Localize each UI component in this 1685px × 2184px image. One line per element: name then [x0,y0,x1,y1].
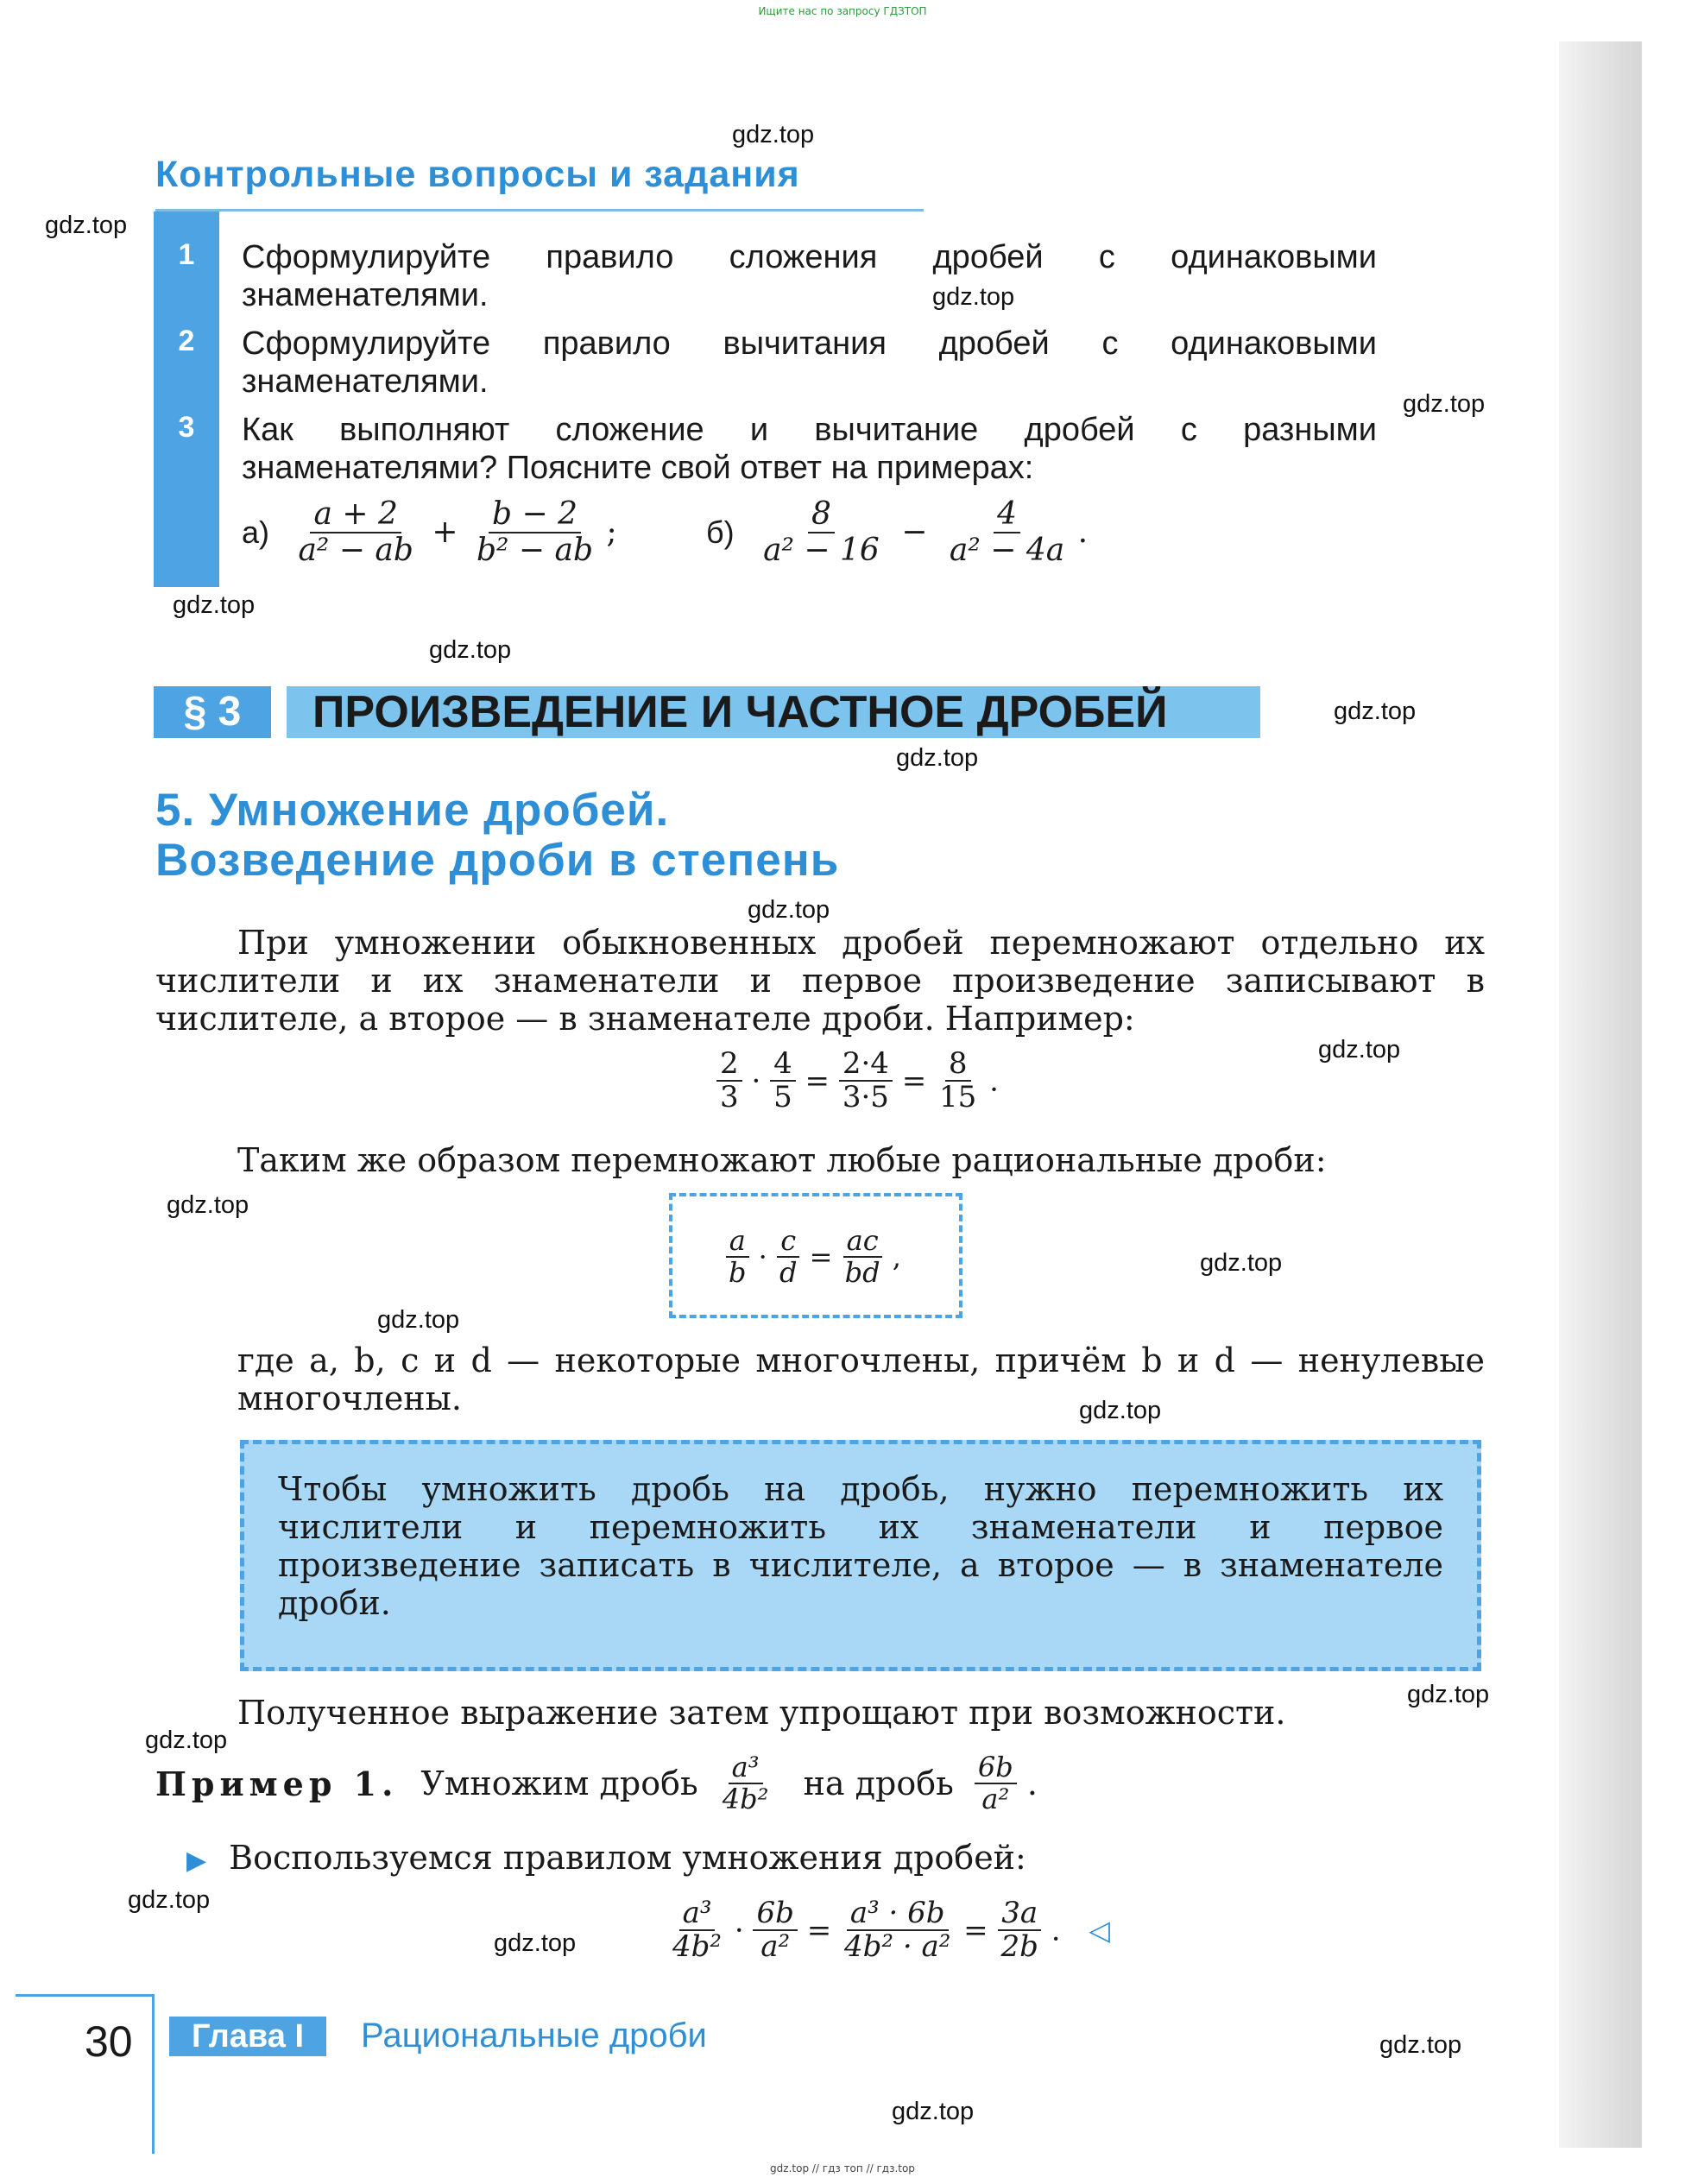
header-note: Ищите нас по запросу ГДЗТОП [758,5,927,17]
fraction-denominator: 3·5 [842,1080,889,1115]
watermark: gdz.top [1200,1249,1283,1277]
section-badge: § 3 [154,686,271,738]
control-questions-title: Контрольные вопросы и задания [155,154,800,195]
watermark: gdz.top [128,1886,211,1914]
watermark: gdz.top [494,1929,577,1957]
solution-text: Воспользуемся правилом умножения дробей: [229,1839,1026,1877]
fraction-numerator: 6b [975,1752,1017,1784]
question-text: Как выполняют сложение и вычитание дробей с разными знаменателями? Поясните свой ответ на примерах: [242,412,1377,486]
fraction-numerator: ac [843,1226,882,1258]
fraction-numerator: 4 [770,1048,796,1082]
example-b [706,497,1088,567]
subsection-title-line1: 5. Умножение дробей. [155,785,670,836]
watermark: gdz.top [145,1726,228,1754]
question-number: 3 [178,411,195,444]
math-operator: + [432,514,458,551]
fraction-numerator: a [726,1226,749,1258]
fraction-denominator: d [779,1256,798,1290]
fraction-denominator: bd [844,1256,880,1290]
watermark: gdz.top [932,283,1015,311]
math-operator: = [809,1240,833,1274]
paragraph: Полученное выражение затем упрощают при возможности. [237,1694,1286,1732]
math-operator: · [734,1913,744,1948]
fraction [841,1897,954,1964]
math-operator: − [901,514,928,551]
example-label: Пример 1. [155,1764,399,1803]
example-statement [155,1752,1038,1815]
question-text: Сформулируйте правило вычитания дробей с одинаковыми знаменателями. [242,325,1377,400]
fraction [753,1897,797,1964]
watermark: gdz.top [45,211,128,239]
fraction-numerator: 8 [945,1048,971,1082]
question-number: 1 [178,238,195,271]
page-binding-shadow [1559,41,1642,2148]
fraction-numerator: 2·4 [839,1048,893,1082]
fraction [669,1897,725,1964]
math-operator: = [963,1913,988,1948]
example-b-label: б) [706,514,735,550]
fraction-numerator: 4 [994,497,1020,533]
watermark: gdz.top [1318,1036,1401,1064]
section-title: ПРОИЗВЕДЕНИЕ И ЧАСТНОЕ ДРОБЕЙ [312,687,1168,737]
watermark: gdz.top [732,121,815,148]
fraction [473,497,596,567]
fraction [842,1226,884,1288]
fraction-denominator: b² − ab [476,532,594,568]
fraction [294,497,416,567]
fraction-denominator: 2b [1000,1929,1038,1965]
solution-formula [669,1897,1110,1964]
fraction-denominator: 3 [720,1080,739,1115]
punctuation: ; [606,514,617,551]
watermark: gdz.top [1079,1397,1162,1424]
watermark: gdz.top [173,591,256,619]
watermark: gdz.top [1407,1681,1490,1708]
multiplication-formula [725,1226,901,1288]
example-a-label: а) [242,514,270,550]
fraction [946,497,1068,567]
fraction [760,497,883,567]
fraction-numerator: c [777,1226,799,1258]
fraction-denominator: 4b² · a² [844,1929,951,1965]
solution-line [186,1839,1026,1877]
rule-text: Чтобы умножить дробь на дробь, нужно перемножить их числители и перемножить их знаменатели и первое произведение записать в числителе, а второе — в знаменателе дроби. [278,1470,1443,1622]
math-operator: = [806,1913,832,1948]
question-number: 2 [178,325,195,357]
footer-vertical-rule [152,1994,155,2154]
fraction [725,1226,749,1288]
fraction [975,1752,1017,1815]
watermark: gdz.top [1403,390,1486,418]
watermark: gdz.top [1379,2031,1462,2059]
watermark: gdz.top [892,2098,975,2125]
fraction-denominator: 4b² [672,1929,723,1965]
paragraph: Таким же образом перемножают любые рациональные дроби: [237,1141,1327,1179]
fraction-numerator: a³ [679,1897,716,1931]
math-operator: · [751,1064,761,1099]
watermark: gdz.top [896,744,979,772]
fraction-denominator: a² − 4a [949,532,1065,568]
fraction-numerator: 6b [753,1897,797,1931]
fraction [719,1752,773,1815]
fraction-denominator: a² [981,1783,1010,1816]
solution-end-icon: ◁ [1089,1914,1110,1947]
question-text: Сформулируйте правило сложения дробей с одинаковыми знаменателями. [242,239,1377,313]
fraction [776,1226,800,1288]
math-operator: = [805,1064,830,1099]
footer-note: gdz.top // гдз топ // гдз.top [770,2162,915,2175]
paragraph: При умножении обыкновенных дробей перемножают отдельно их числители и их знаменатели и первое произведение записывают в числителе, а второе — в знаменателе дроби. Например: [155,924,1485,1038]
watermark: gdz.top [377,1306,460,1334]
watermark: gdz.top [1334,697,1417,725]
example-text: Умножим дробь [420,1764,698,1803]
fraction-numerator: 2 [716,1048,742,1082]
fraction-numerator: a + 2 [310,497,401,533]
math-operator: · [758,1240,767,1274]
fraction-numerator: b − 2 [489,497,581,533]
punctuation: , [892,1240,901,1274]
fraction-denominator: a² [760,1929,791,1965]
math-operator: = [901,1064,927,1099]
watermark: gdz.top [429,636,512,664]
fraction-denominator: 4b² [722,1783,769,1816]
fraction-denominator: 15 [939,1080,977,1115]
fraction [839,1048,893,1114]
punctuation: . [989,1064,999,1099]
fraction-numerator: 3a [998,1897,1041,1931]
fraction-denominator: a² − 16 [763,532,880,568]
paragraph: где a, b, c и d — некоторые многочлены, причём b и d — ненулевые многочлены. [237,1341,1485,1417]
fraction [770,1048,796,1114]
chapter-title: Рациональные дроби [361,2017,707,2055]
page-number: 30 [85,2017,133,2066]
watermark: gdz.top [167,1191,249,1219]
watermark: gdz.top [748,896,830,924]
chapter-badge: Глава I [169,2017,326,2056]
numeric-example [716,1048,999,1114]
punctuation: . [1026,1764,1038,1803]
fraction-denominator: b [729,1256,747,1290]
fraction-numerator: a³ · 6b [847,1897,949,1931]
fraction [997,1897,1041,1964]
control-title-underline [155,209,924,211]
example-a [242,497,617,567]
fraction-numerator: a³ [729,1752,763,1784]
footer-rule [16,1994,154,1997]
punctuation: . [1051,1913,1061,1948]
solution-start-icon: ▶ [186,1846,207,1876]
fraction-denominator: a² − ab [298,532,413,568]
fraction-denominator: 5 [773,1080,792,1115]
fraction-numerator: 8 [808,497,835,533]
example-text: на дробь [803,1764,954,1803]
subsection-title-line2: Возведение дроби в степень [155,835,840,886]
fraction [936,1048,980,1114]
punctuation: . [1077,514,1089,551]
fraction [716,1048,742,1114]
